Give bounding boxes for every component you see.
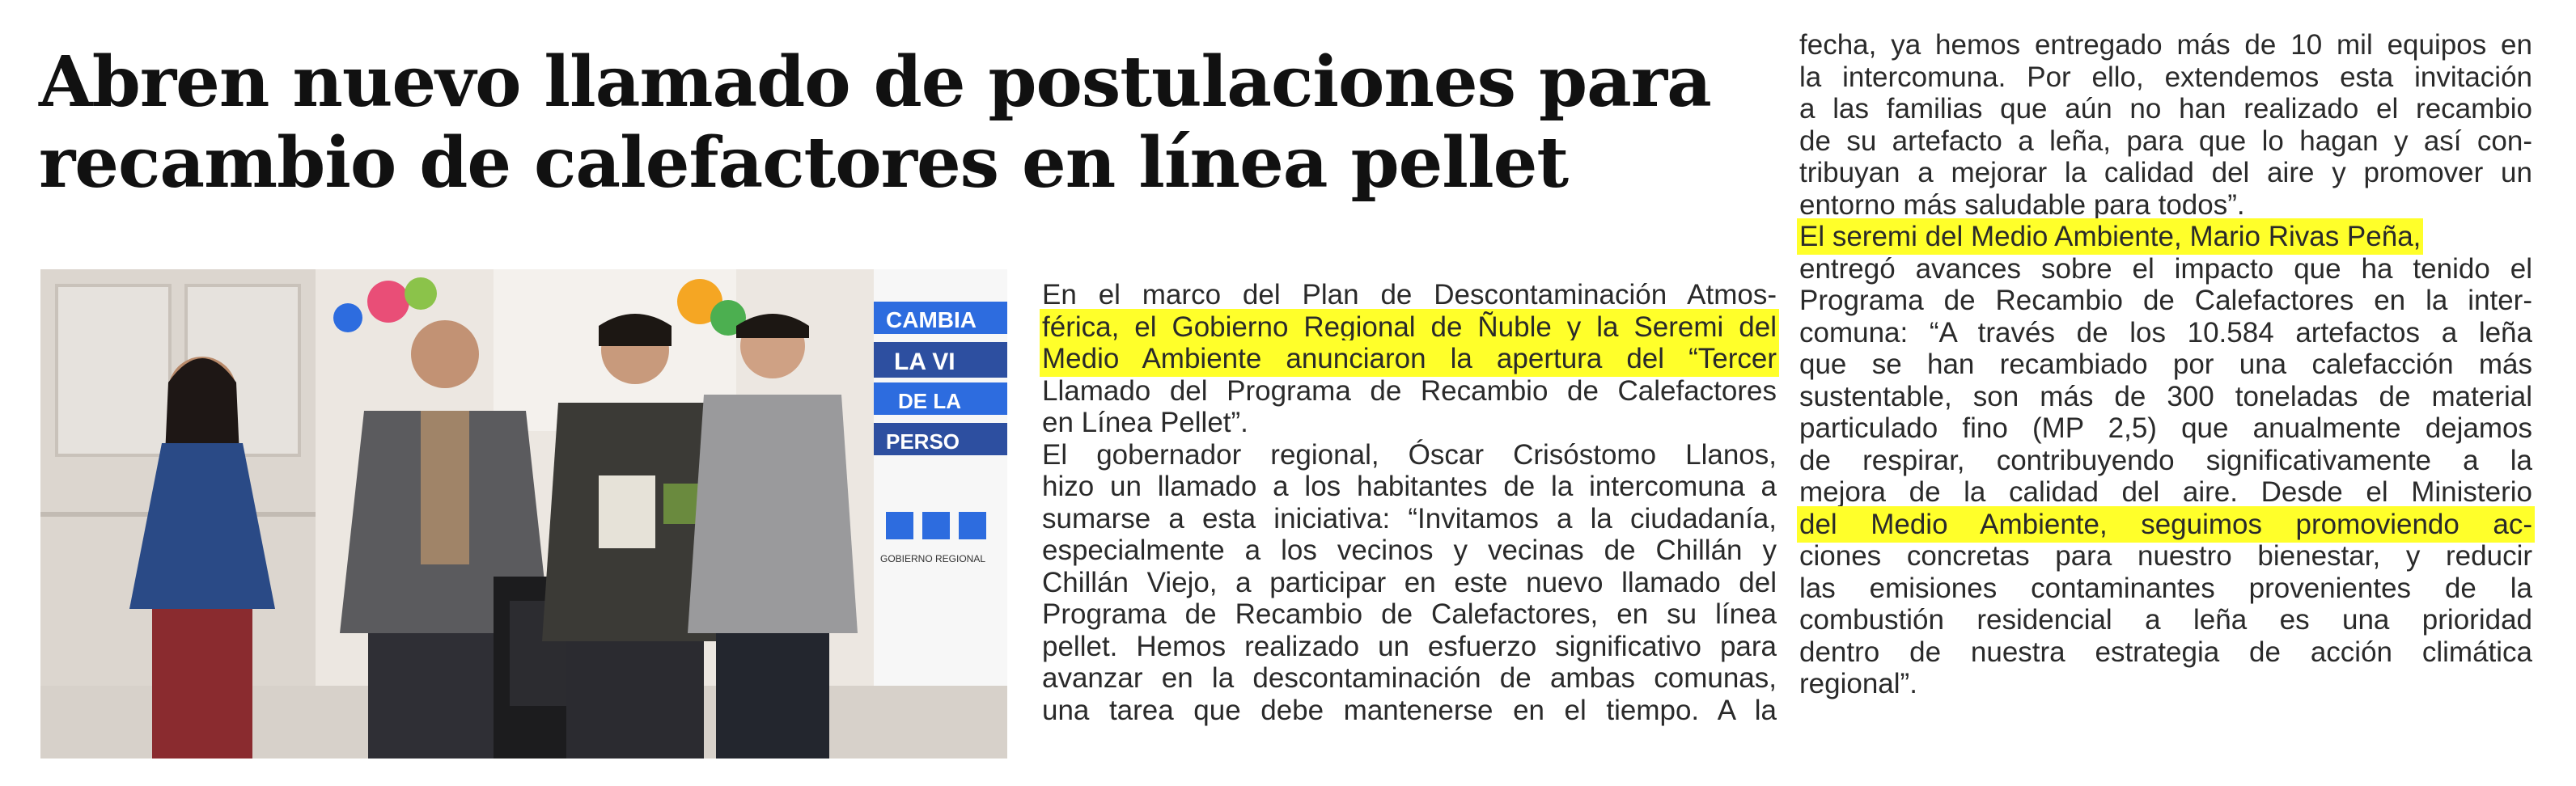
article-headline <box>39 42 1778 204</box>
text-line: a las familias que aún no han realizado el recambio <box>1799 93 2532 125</box>
text-line <box>1799 221 2532 253</box>
text-line: entregó avances sobre el impacto que ha tenido el <box>1799 252 2532 285</box>
text-line: regional”. <box>1799 668 1917 699</box>
text-line: El gobernador regional, Óscar Crisóstomo Llanos, <box>1042 438 1777 471</box>
headline-line-1: Abren nuevo llamado de postulaciones para <box>39 41 1711 123</box>
text-line: las emisiones contaminantes provenientes de la <box>1799 572 2532 604</box>
paragraph-governor-continued <box>1799 29 2532 221</box>
text-line: una tarea que debe mantenerse en el tiempo. A la <box>1042 694 1777 726</box>
banner-line-1: CAMBIA <box>886 307 977 332</box>
article-column-middle <box>1042 279 1777 726</box>
text-line: de respirar, contribuyendo significativamente a la <box>1799 444 2532 476</box>
text-line: comuna: “A través de los 10.584 artefactos a leña <box>1799 316 2532 349</box>
paragraph-seremi <box>1799 221 2532 700</box>
text-line: sumarse a esta iniciativa: “Invitamos a la ciudadanía, <box>1042 502 1777 535</box>
text-line: Programa de Recambio de Calefactores en la inter- <box>1799 285 2532 316</box>
article-column-right <box>1799 29 2532 700</box>
text-line: fecha, ya hemos entregado más de 10 mil equipos en <box>1799 29 2532 61</box>
text-line: entorno más saludable para todos”. <box>1799 188 2245 221</box>
text-line: hizo un llamado a los habitantes de la intercomuna a <box>1042 471 1777 502</box>
text-line: avanzar en la descontaminación de ambas comunas, <box>1042 662 1777 694</box>
banner-org-label: GOBIERNO REGIONAL <box>880 553 986 564</box>
text-line: especialmente a los vecinos y vecinas de Chillán y <box>1042 535 1777 566</box>
text-line: ciones concretas para nuestro bienestar, y reducir <box>1799 540 2532 572</box>
banner-line-3: DE LA <box>898 389 961 413</box>
text-line: que se han recambiado por una calefacción más <box>1799 349 2532 380</box>
text-line: mejora de la calidad del aire. Desde el Ministerio <box>1799 476 2532 508</box>
text-line: particulado fino (MP 2,5) que anualmente dejamos <box>1799 412 2532 444</box>
text-line: Llamado del Programa de Recambio de Calefactores <box>1042 374 1777 407</box>
text-line: tribuyan a mejorar la calidad del aire y promover un <box>1799 157 2532 188</box>
text-line: En el marco del Plan de Descontaminación Atmos- <box>1042 279 1777 311</box>
photo-illustration <box>40 269 1007 759</box>
headline-line-2: recambio de calefactores en línea pellet <box>39 122 1569 204</box>
banner-line-4: PERSO <box>886 429 960 454</box>
paragraph-intro <box>1042 279 1777 439</box>
text-line: Chillán Viejo, a participar en este nuevo llamado del <box>1042 566 1777 598</box>
article-photo <box>40 269 1007 759</box>
text-line: Programa de Recambio de Calefactores, en su línea <box>1042 598 1777 630</box>
highlighted-text: Medio Ambiente anunciaron la apertura del “Tercer <box>1042 343 1777 374</box>
text-line <box>1799 509 2532 541</box>
highlighted-text: férica, el Gobierno Regional de Ñuble y la Seremi del <box>1042 311 1777 343</box>
banner-line-2: LA VI <box>894 349 955 375</box>
text-line: sustentable, son más de 300 toneladas de material <box>1799 380 2532 412</box>
text-line: de su artefacto a leña, para que lo hagan y así con- <box>1799 125 2532 157</box>
text-line: en Línea Pellet”. <box>1042 407 1248 438</box>
text-line <box>1042 343 1777 375</box>
text-line: dentro de nuestra estrategia de acción climática <box>1799 636 2532 668</box>
text-line: la intercomuna. Por ello, extendemos esta invitación <box>1799 61 2532 93</box>
text-line: pellet. Hemos realizado un esfuerzo significativo para <box>1042 630 1777 662</box>
highlighted-text: del Medio Ambiente, seguimos promoviendo ac- <box>1799 508 2532 540</box>
text-line <box>1042 311 1777 344</box>
paragraph-governor <box>1042 439 1777 727</box>
text-line: combustión residencial a leña es una prioridad <box>1799 604 2532 636</box>
highlighted-text: El seremi del Medio Ambiente, Mario Rivas Peña, <box>1799 221 2421 252</box>
